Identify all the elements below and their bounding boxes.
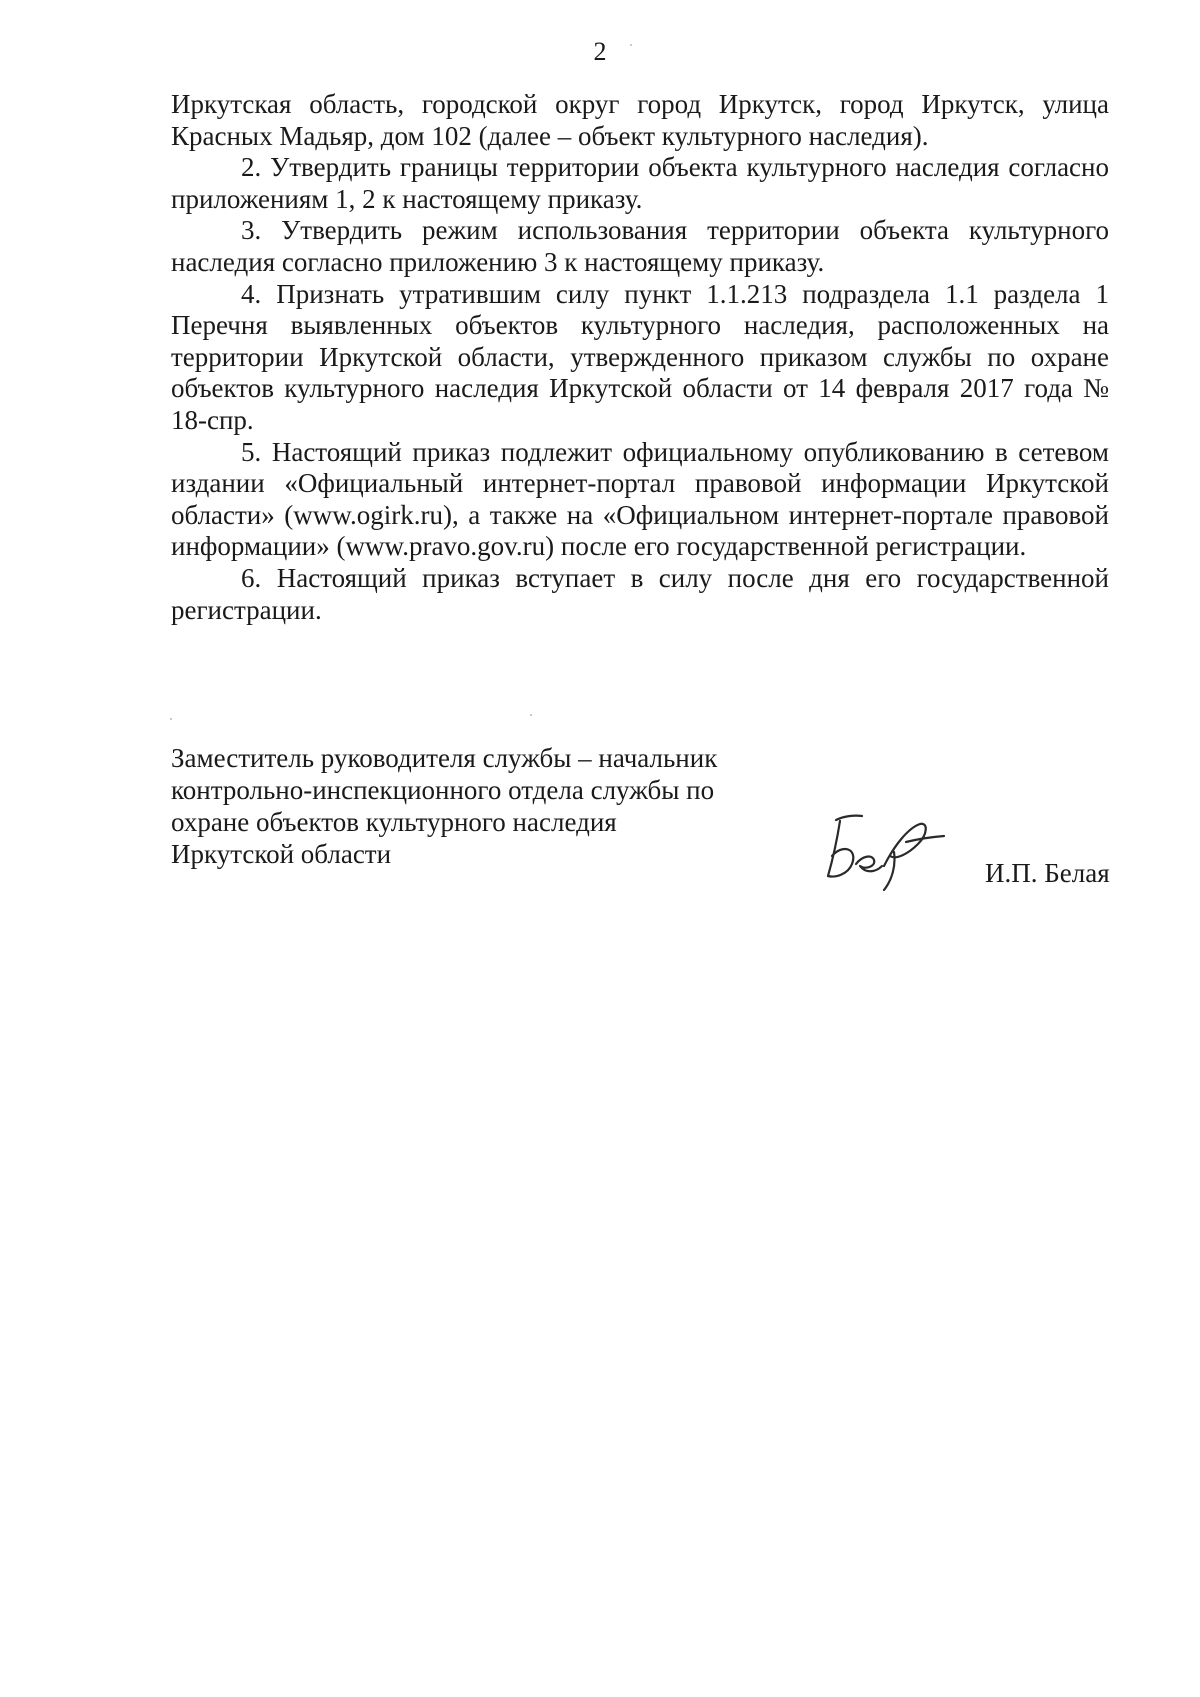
paragraph-item-6: 6. Настоящий приказ вступает в силу после дня его государственной регистрации. <box>171 562 1109 625</box>
signatory-position <box>171 742 717 870</box>
paragraph-item-3: 3. Утвердить режим использования территории объекта культурного наследия согласно приложению 3 к настоящему приказу. <box>171 215 1109 277</box>
scan-speck <box>530 714 532 716</box>
scan-speck <box>170 718 172 720</box>
paragraph-item-5: 5. Настоящий приказ подлежит официальному опубликованию в сетевом издании «Официальный интернет-портал правовой информации Иркутской области» (www.ogirk.ru), а также на «Официальном интернет-портале правовой информации» (www.pravo.gov.ru) после его государственной регистрации. <box>171 436 1109 562</box>
page-number: 2 <box>593 37 607 66</box>
handwritten-signature <box>822 806 947 892</box>
paragraph-address: Иркутская область, городской округ город Иркутск, город Иркутск, улица Красных Мадьяр, дом 102 (далее – объект культурного наследия). <box>171 89 1109 151</box>
signatory-position-line: охране объектов культурного наследия <box>171 807 617 837</box>
order-body <box>171 89 1109 626</box>
signatory-position-line: Иркутской области <box>171 839 392 869</box>
paragraph-item-4: 4. Признать утратившим силу пункт 1.1.213 подраздела 1.1 раздела 1 Перечня выявленных объектов культурного наследия, расположенных на территории Иркутской области, утвержденного приказом службы по охране объектов культурного наследия Иркутской области от 14 февраля 2017 года № 18-спр. <box>171 278 1109 435</box>
signatory-position-line: Заместитель руководителя службы – начальник <box>171 743 718 773</box>
signatory-name: И.П. Белая <box>985 858 1110 888</box>
paragraph-item-2: 2. Утвердить границы территории объекта культурного наследия согласно приложениям 1, 2 к настоящему приказу. <box>171 152 1109 214</box>
scan-speck <box>630 44 632 46</box>
signatory-position-line: контрольно-инспекционного отдела службы по <box>171 775 715 805</box>
